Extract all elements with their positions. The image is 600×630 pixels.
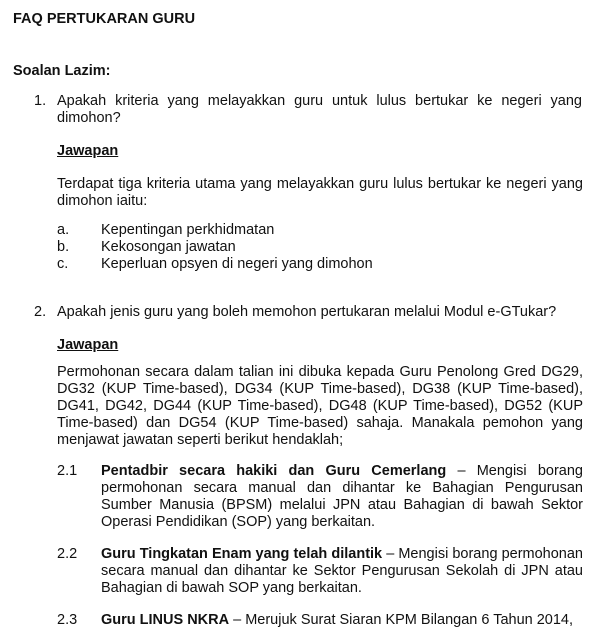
question-2-answer-intro: Permohonan secara dalam talian ini dibuka kepada Guru Penolong Gred DG29, DG32 (KUP Time-based), DG34 (KUP Time-based), DG38 (KUP Time-based), DG41, DG42, DG44 (KUP Time-based), DG48 (KUP Time-based), DG52 (KUP Time-based) dan DG54 (KUP Time-based) sahaja. Manakala pemohon yang menjawat jawatan seperti berikut hendaklah; [57, 364, 583, 448]
subitem-2-2-text: – Mengisi borang permohonan secara manual dan dihantar ke Sektor Pengurusan Sekolah di JPN atau Bahagian di bawah SOP yang berkaitan. [101, 546, 583, 596]
criteria-letter-a: a. [57, 222, 70, 238]
question-2-number: 2. [34, 304, 47, 320]
subitem-2-1-number: 2.1 [57, 463, 78, 479]
subitem-2-1-text: – Mengisi borang permohonan secara manual dan dihantar ke Bahagian Pengurusan Sumber Manusia (BPSM) melalui JPN atau Bahagian di bawah Sektor Operasi Pendidikan (SOP) yang berkaitan. [101, 463, 583, 530]
criteria-item-b: Kekosongan jawatan [101, 239, 236, 255]
subitem-2-1-title: Pentadbir secara hakiki dan Guru Cemerlang [101, 463, 447, 479]
subitem-2-3-title: Guru LINUS NKRA [101, 612, 230, 628]
document-title: FAQ PERTUKARAN GURU [13, 11, 196, 27]
subitem-2-3-number: 2.3 [57, 612, 78, 628]
subitem-2-2 [101, 546, 583, 597]
subitem-2-1 [101, 463, 583, 531]
criteria-letter-c: c. [57, 256, 69, 272]
criteria-item-c: Keperluan opsyen di negeri yang dimohon [101, 256, 373, 272]
question-2-text: Apakah jenis guru yang boleh memohon pertukaran melalui Modul e-GTukar? [57, 304, 557, 320]
question-1-answer-intro: Terdapat tiga kriteria utama yang melayakkan guru lulus bertukar ke negeri yang dimohon iaitu: [57, 176, 583, 209]
question-1-text: Apakah kriteria yang melayakkan guru untuk lulus bertukar ke negeri yang dimohon? [57, 93, 582, 126]
subitem-2-2-title: Guru Tingkatan Enam yang telah dilantik [101, 546, 383, 562]
question-1-number: 1. [34, 93, 47, 109]
criteria-letter-b: b. [57, 239, 70, 255]
question-2-answer-label: Jawapan [57, 337, 119, 353]
subitem-2-3 [101, 612, 583, 629]
question-1-answer-label: Jawapan [57, 143, 119, 159]
criteria-item-a: Kepentingan perkhidmatan [101, 222, 275, 238]
subitem-2-2-number: 2.2 [57, 546, 78, 562]
section-heading: Soalan Lazim: [13, 63, 111, 79]
subitem-2-3-text: – Merujuk Surat Siaran KPM Bilangan 6 Tahun 2014, [229, 612, 574, 628]
